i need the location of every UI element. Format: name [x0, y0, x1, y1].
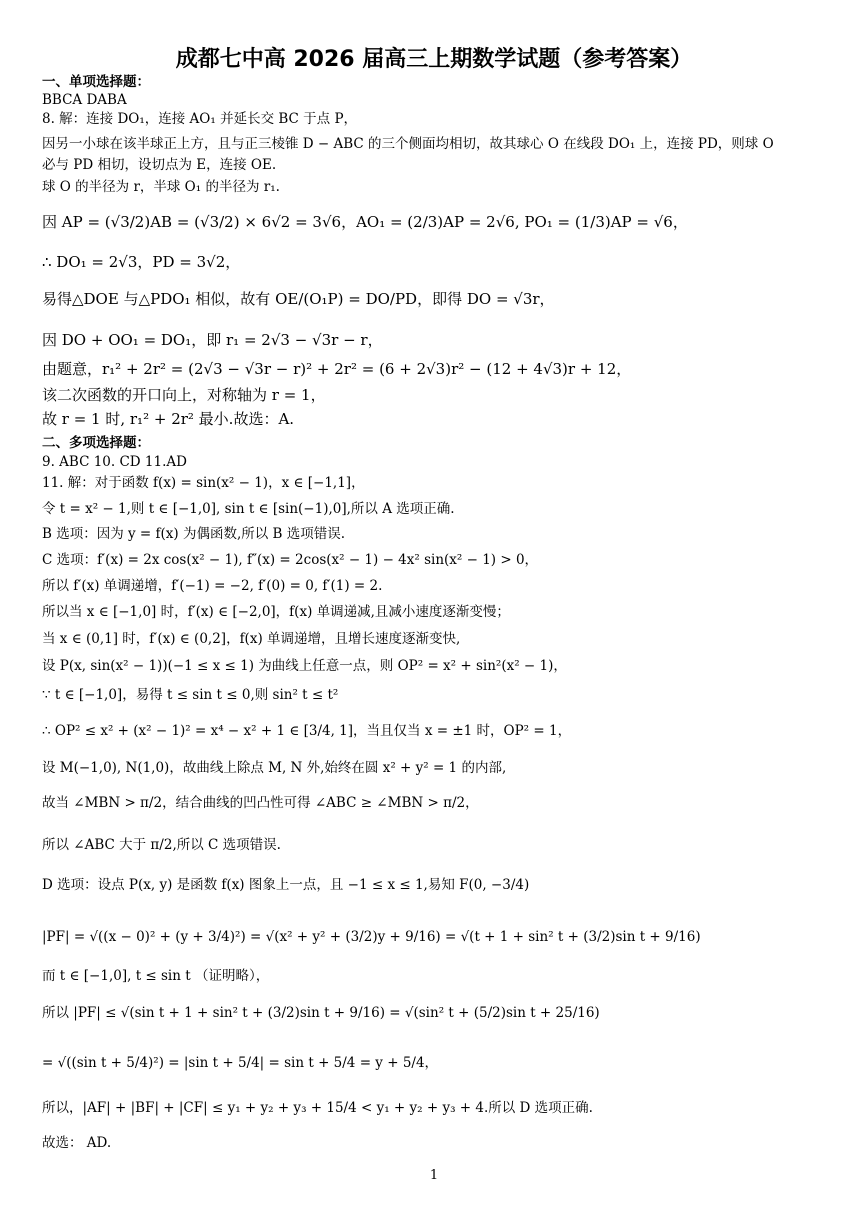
answer-line: 9. ABC 10. CD 11.AD [42, 454, 187, 470]
answer-line: 故选： AD. [42, 1135, 112, 1151]
answer-line: 8. 解：连接 DO₁，连接 AO₁ 并延长交 BC 于点 P， [42, 111, 358, 127]
answer-line: D 选项：设点 P(x, y) 是函数 f(x) 图象上一点，且 −1 ≤ x ≤ 1,易知 F(0, −3/4) [42, 877, 530, 893]
answer-line: B 选项：因为 y = f(x) 为偶函数,所以 B 选项错误. [42, 526, 346, 542]
answer-line: 因 DO + OO₁ = DO₁，即 r₁ = 2√3 − √3r − r， [42, 331, 383, 349]
answer-line: 设 M(−1,0), N(1,0)，故曲线上除点 M, N 外,始终在圆 x² + y² = 1 的内部, [42, 760, 507, 776]
answer-line: 由题意，r₁² + 2r² = (2√3 − √3r − r)² + 2r² = (6 + 2√3)r² − (12 + 4√3)r + 12， [42, 360, 632, 378]
answer-line: 球 O 的半径为 r，半球 O₁ 的半径为 r₁. [42, 179, 280, 195]
answer-line: 因另一小球在该半球正上方，且与正三棱锥 D − ABC 的三个侧面均相切，故其球心 O 在线段 DO₁ 上，连接 PD，则球 O [42, 136, 774, 152]
answer-line: 设 P(x, sin(x² − 1))(−1 ≤ x ≤ 1) 为曲线上任意一点，则 OP² = x² + sin²(x² − 1)， [42, 658, 567, 674]
answer-line: 所以 ∠ABC 大于 π/2,所以 C 选项错误. [42, 837, 281, 853]
section-heading-multi-choice: 二、多项选择题： [42, 435, 150, 451]
page-number: 1 [429, 1168, 439, 1183]
answer-line: 所以当 x ∈ [−1,0] 时，f′(x) ∈ [−2,0]，f(x) 单调递减,且减小速度逐渐变慢； [42, 604, 510, 620]
answer-line: ∴ DO₁ = 2√3，PD = 3√2， [42, 253, 241, 271]
answer-line: = √((sin t + 5/4)²) = |sin t + 5/4| = sin t + 5/4 = y + 5/4， [42, 1055, 439, 1071]
answer-line: 令 t = x² − 1,则 t ∈ [−1,0], sin t ∈ [sin(−1),0],所以 A 选项正确. [42, 501, 455, 517]
answer-line: ∴ OP² ≤ x² + (x² − 1)² = x⁴ − x² + 1 ∈ [3/4, 1]，当且仅当 x = ±1 时，OP² = 1， [42, 723, 572, 739]
answer-line: 当 x ∈ (0,1] 时，f′(x) ∈ (0,2]，f(x) 单调递增，且增长速度逐渐变快, [42, 631, 461, 647]
answer-line: 11. 解：对于函数 f(x) = sin(x² − 1)，x ∈ [−1,1]， [42, 475, 365, 491]
answer-line: |PF| = √((x − 0)² + (y + 3/4)²) = √(x² + y² + (3/2)y + 9/16) = √(t + 1 + sin² t + (3/2)sin t + 9/16) [42, 929, 701, 945]
answer-line: 必与 PD 相切，设切点为 E，连接 OE. [42, 157, 277, 173]
answer-line: 所以 |PF| ≤ √(sin t + 1 + sin² t + (3/2)sin t + 9/16) = √(sin² t + (5/2)sin t + 25/16) [42, 1005, 600, 1021]
page-title: 成都七中高 2026 届高三上期数学试题（参考答案） [175, 47, 693, 72]
answer-line: 易得△DOE 与△PDO₁ 相似，故有 OE/(O₁P) = DO/PD，即得 DO = √3r， [42, 290, 555, 308]
answer-line: BBCA DABA [42, 92, 127, 108]
section-heading-single-choice: 一、单项选择题： [42, 74, 150, 90]
answer-line: ∵ t ∈ [−1,0]，易得 t ≤ sin t ≤ 0,则 sin² t ≤ t² [42, 687, 339, 703]
answer-line: C 选项：f′(x) = 2x cos(x² − 1), f″(x) = 2cos(x² − 1) − 4x² sin(x² − 1) > 0， [42, 552, 539, 568]
answer-line: 因 AP = (√3/2)AB = (√3/2) × 6√2 = 3√6，AO₁ = (2/3)AP = 2√6, PO₁ = (1/3)AP = √6， [42, 213, 688, 231]
answer-line: 故当 ∠MBN > π/2，结合曲线的凹凸性可得 ∠ABC ≥ ∠MBN > π/2， [42, 795, 479, 811]
answer-line: 故 r = 1 时, r₁² + 2r² 最小.故选：A. [42, 410, 295, 428]
answer-line: 所以，|AF| + |BF| + |CF| ≤ y₁ + y₂ + y₃ + 15/4 < y₁ + y₂ + y₃ + 4.所以 D 选项正确. [42, 1100, 593, 1116]
answer-line: 而 t ∈ [−1,0], t ≤ sin t （证明略）， [42, 968, 270, 984]
answer-line: 所以 f′(x) 单调递增，f′(−1) = −2, f′(0) = 0, f′(1) = 2. [42, 578, 383, 594]
answer-line: 该二次函数的开口向上，对称轴为 r = 1， [42, 386, 326, 404]
